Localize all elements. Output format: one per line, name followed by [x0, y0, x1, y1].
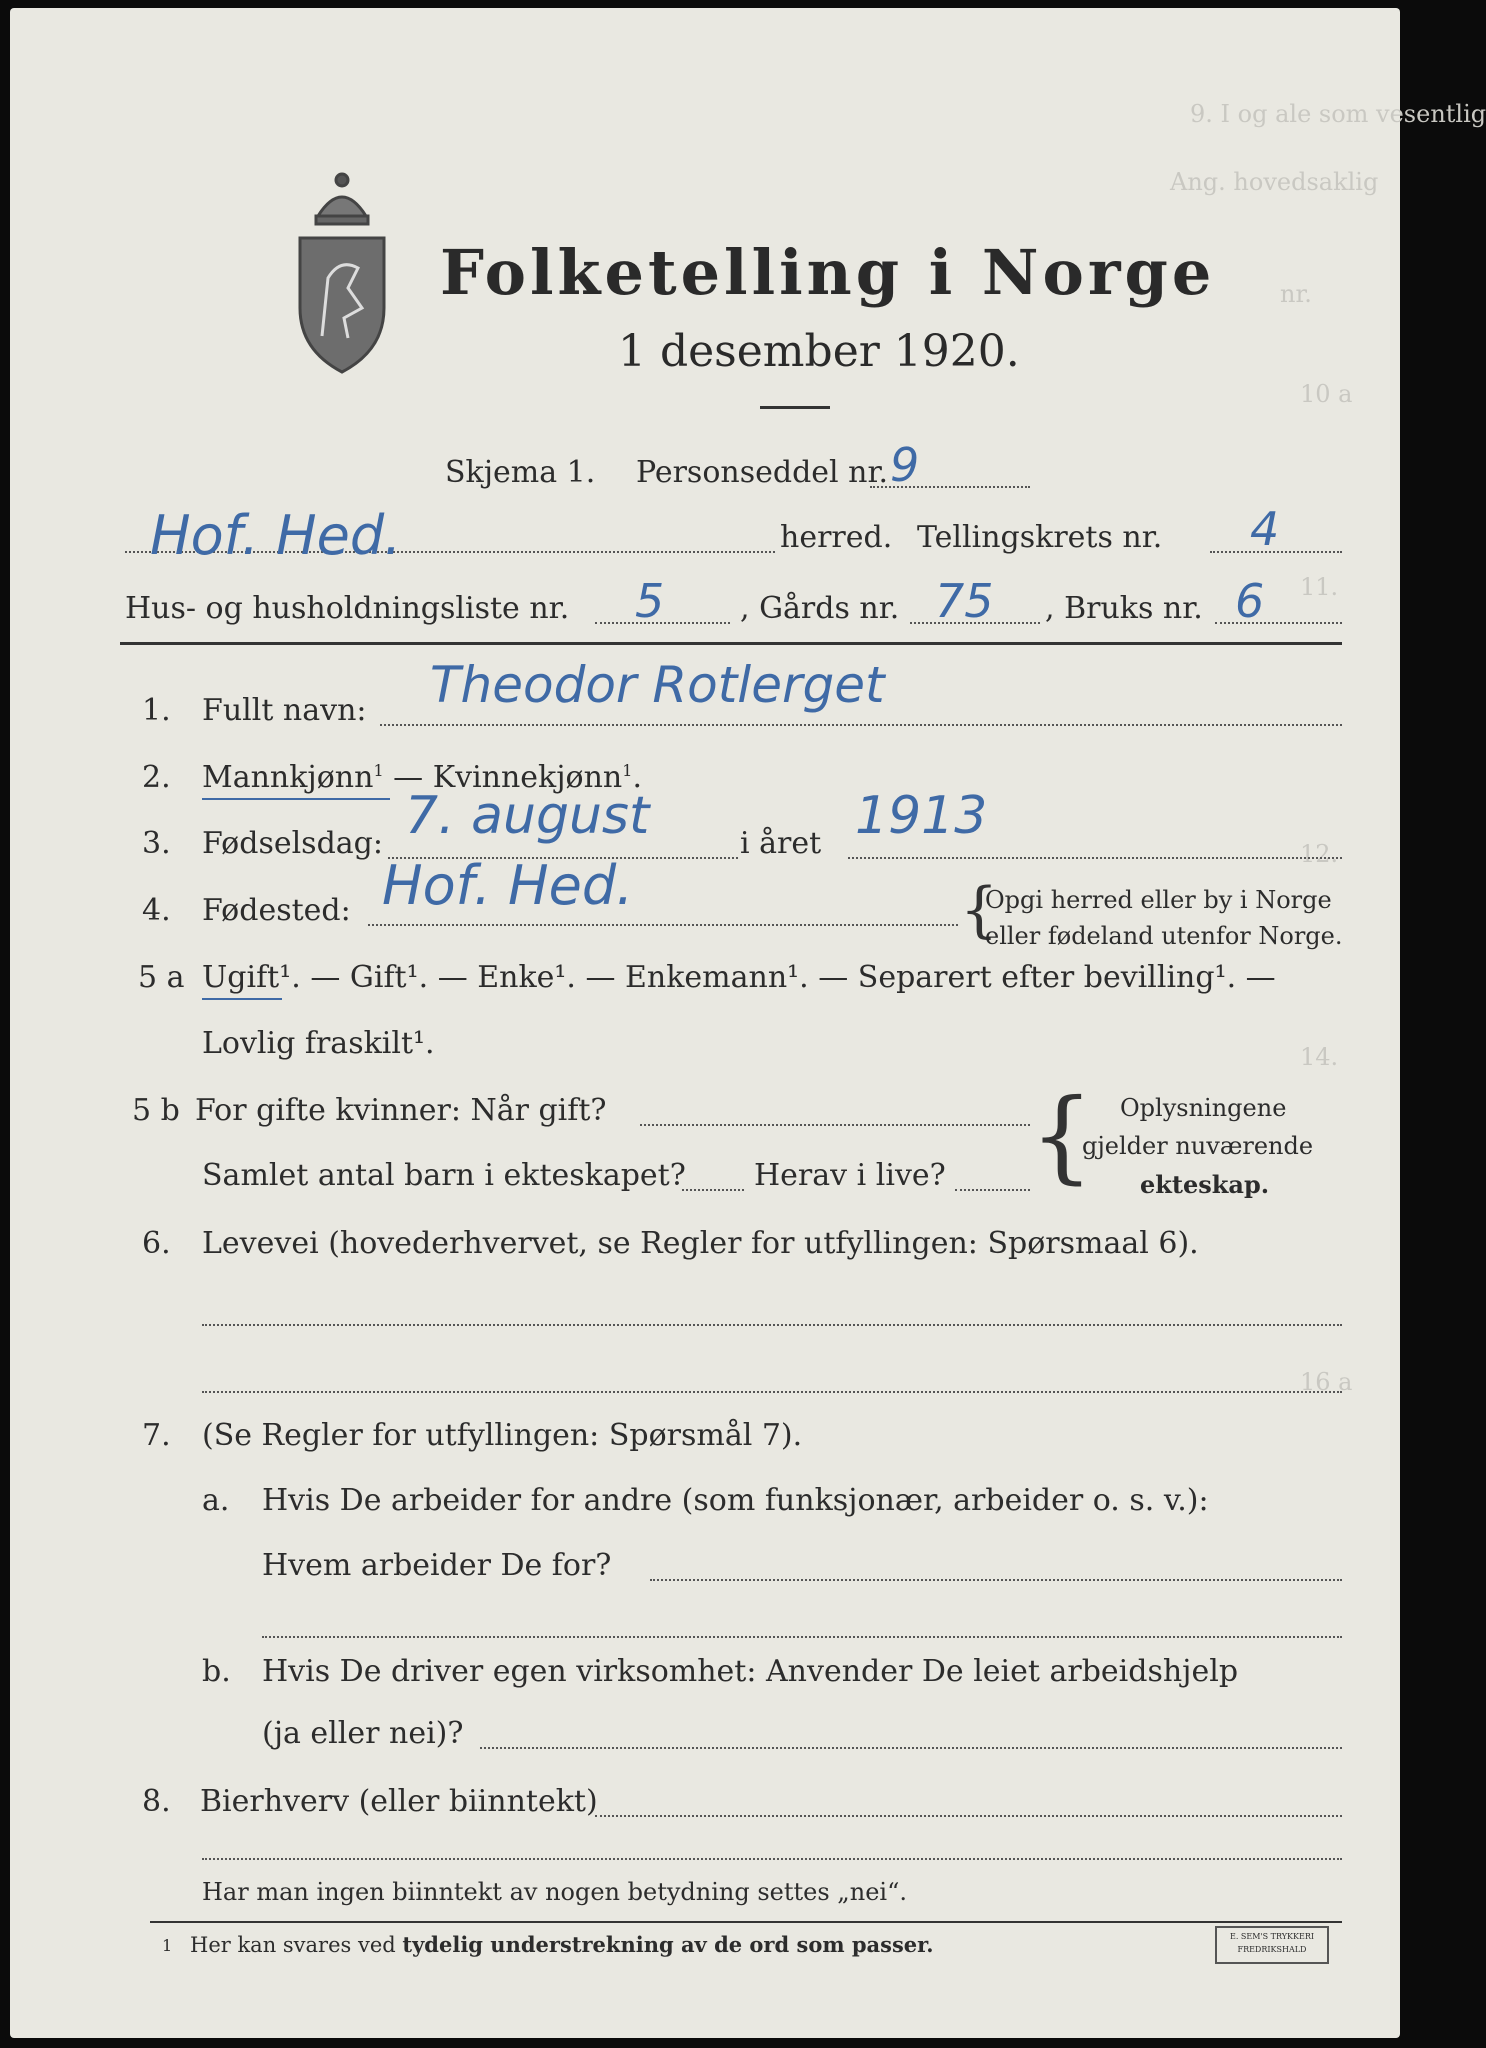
q1-number: 1. [142, 693, 171, 728]
children-total-label: Samlet antal barn i ekteskapet? [202, 1158, 686, 1193]
census-date: 1 desember 1920. [618, 326, 1020, 377]
q7b-letter: b. [202, 1654, 231, 1689]
q7-number: 7. [142, 1418, 171, 1453]
gards-label: , Gårds nr. [740, 591, 900, 626]
form-title: Folketelling i Norge [440, 236, 1216, 309]
secondary-income-field-2[interactable] [202, 1858, 1342, 1860]
male-option[interactable]: Mannkjønn [202, 760, 374, 795]
birth-year-label: i året [740, 826, 822, 861]
full-name-value: Theodor Rotlerget [430, 656, 885, 714]
marriage-note-3: ekteskap. [1140, 1170, 1270, 1199]
married-when-label: For gifte kvinner: Når gift? [195, 1093, 607, 1128]
q5a-number: 5 a [138, 960, 185, 995]
bruks-label: , Bruks nr. [1045, 591, 1203, 626]
q7-label: (Se Regler for utfyllingen: Spørsmål 7). [202, 1418, 803, 1453]
marital-status-options: Ugift¹. — Gift¹. — Enke¹. — Enkemann¹. — Separert efter bevilling¹. — [202, 960, 1276, 995]
birth-year-value: 1913 [855, 786, 988, 846]
secondary-income-field[interactable] [595, 1815, 1342, 1817]
q8-number: 8. [142, 1784, 171, 1819]
q7b-hired-help-label: (ja eller nei)? [262, 1716, 464, 1751]
children-alive-label: Herav i live? [754, 1158, 946, 1193]
female-option[interactable]: Kvinnekjønn [432, 760, 623, 795]
schema-label: Skjema 1. [445, 455, 596, 490]
printer-stamp: E. SEM'S TRYKKERI FREDRIKSHALD [1215, 1926, 1329, 1964]
full-name-field[interactable] [380, 724, 1342, 726]
birthday-value: 7. august [405, 786, 650, 846]
children-alive-field[interactable] [955, 1189, 1030, 1191]
q7a-letter: a. [202, 1483, 230, 1518]
q1-label: Fullt navn: [202, 693, 367, 728]
hus-value: 5 [635, 574, 665, 628]
birthplace-value: Hof. Hed. [382, 854, 634, 917]
q7a-employer-label: Hvem arbeider De for? [262, 1548, 612, 1583]
bruks-value: 6 [1235, 574, 1265, 628]
q2-number: 2. [142, 760, 171, 795]
hired-help-field[interactable] [480, 1747, 1342, 1749]
male-selection-mark [202, 798, 390, 800]
q7a-text: Hvis De arbeider for andre (som funksjonær, arbeider o. s. v.): [262, 1483, 1209, 1518]
birthplace-note-1: Opgi herred eller by i Norge [985, 886, 1332, 914]
q7b-text: Hvis De driver egen virksomhet: Anvender De leiet arbeidshjelp [262, 1654, 1239, 1689]
q6-label: Levevei (hovederhvervet, se Regler for utfyllingen: Spørsmaal 6). [202, 1226, 1199, 1261]
personseddel-value: 9 [890, 438, 920, 492]
q3-label: Fødselsdag: [202, 826, 383, 861]
q4-label: Fødested: [202, 893, 351, 928]
children-total-field[interactable] [682, 1189, 744, 1191]
footnote-number: 1 [162, 1936, 173, 1955]
census-form-page: 9. I og ale som vesentlig Ang. hovedsaklig nr. 10 a 11. 12. 14. 16 a Folketelling i Norge 1 desember 1920. Skjema 1. Personseddel nr. 9 Hof. Hed. herred. Tellingskrets nr. 4 Hus- og husholdningsliste nr. 5 , Gårds nr. 75 , Bruks nr. 6 1. Fullt navn: Theodor Rotlerget 2. Mannkjønn$^1$ — Kvinnekjønn$^1$. 3. Fødselsdag: 7. august i året 1913 4. Fødested: Hof. Hed. { Opgi herred eller by i Norge eller fødeland utenfor Norge. 5 a Ugift¹. — Gift¹. — Enke¹. — Enkemann¹. — Separert efter bevilling¹. — Lovlig fraskilt¹. 5 b For gifte kvinner: Når gift? Samlet antal barn i ekteskapet? Herav i live? { Oplysningene gjelder nuværende ekteskap. 6. Levevei (hovederhvervet, se Regler for utfyllingen: Spørsmaal 6). 7. (Se Regler for utfyllingen: Spørsmål 7). a. Hvis De arbeider for andre (som funksjonær, arbeider o. s. v.): Hvem arbeider De for? b. Hvis De driver egen virksomhet: Anvender De leiet arbeidshjelp (ja eller nei)? 8. Bierhverv (eller biinntekt) Har man ingen biinntekt av nogen betydning settes „nei“. 1 Her kan svares ved tydelig understrekning av de ord som passer. E. SEM'S TRYKKERI FREDRIKSHALD [10, 8, 1400, 2038]
marriage-note-2: gjelder nuværende [1082, 1132, 1314, 1160]
occupation-field-2[interactable] [202, 1391, 1342, 1393]
footer-divider [150, 1921, 1342, 1923]
hus-label: Hus- og husholdningsliste nr. [125, 591, 570, 626]
q3-number: 3. [142, 826, 171, 861]
tellingskrets-label: Tellingskrets nr. [917, 520, 1163, 555]
employer-field[interactable] [650, 1579, 1342, 1581]
married-when-field[interactable] [640, 1124, 1030, 1126]
unmarried-option[interactable]: Ugift [202, 960, 280, 995]
coat-of-arms-icon [288, 168, 396, 378]
header-divider [120, 642, 1342, 645]
q8-label: Bierhverv (eller biinntekt) [200, 1784, 598, 1819]
herred-label: herred. [780, 520, 893, 555]
employer-field-2[interactable] [262, 1636, 1342, 1638]
gards-value: 75 [935, 574, 994, 628]
footnote-text: Her kan svares ved tydelig understrekning av de ord som passer. [190, 1932, 934, 1957]
personseddel-label: Personseddel nr. [636, 455, 889, 490]
unmarried-selection-mark [202, 998, 282, 1000]
divorced-option[interactable]: Lovlig fraskilt¹. [202, 1026, 435, 1061]
marriage-note-1: Oplysningene [1120, 1094, 1287, 1122]
q5b-number: 5 b [132, 1093, 180, 1128]
tellingskrets-value: 4 [1250, 502, 1280, 556]
title-divider [760, 406, 830, 409]
herred-value: Hof. Hed. [150, 504, 402, 567]
birth-year-field[interactable] [848, 857, 1342, 859]
q6-number: 6. [142, 1226, 171, 1261]
birthplace-field[interactable] [368, 924, 958, 926]
q4-number: 4. [142, 893, 171, 928]
occupation-field-1[interactable] [202, 1324, 1342, 1326]
secondary-income-note: Har man ingen biinntekt av nogen betydning settes „nei“. [202, 1878, 907, 1906]
birthplace-note-2: eller fødeland utenfor Norge. [985, 922, 1343, 950]
q2-options: Mannkjønn$^1$ — Kvinnekjønn$^1$. [202, 760, 642, 795]
